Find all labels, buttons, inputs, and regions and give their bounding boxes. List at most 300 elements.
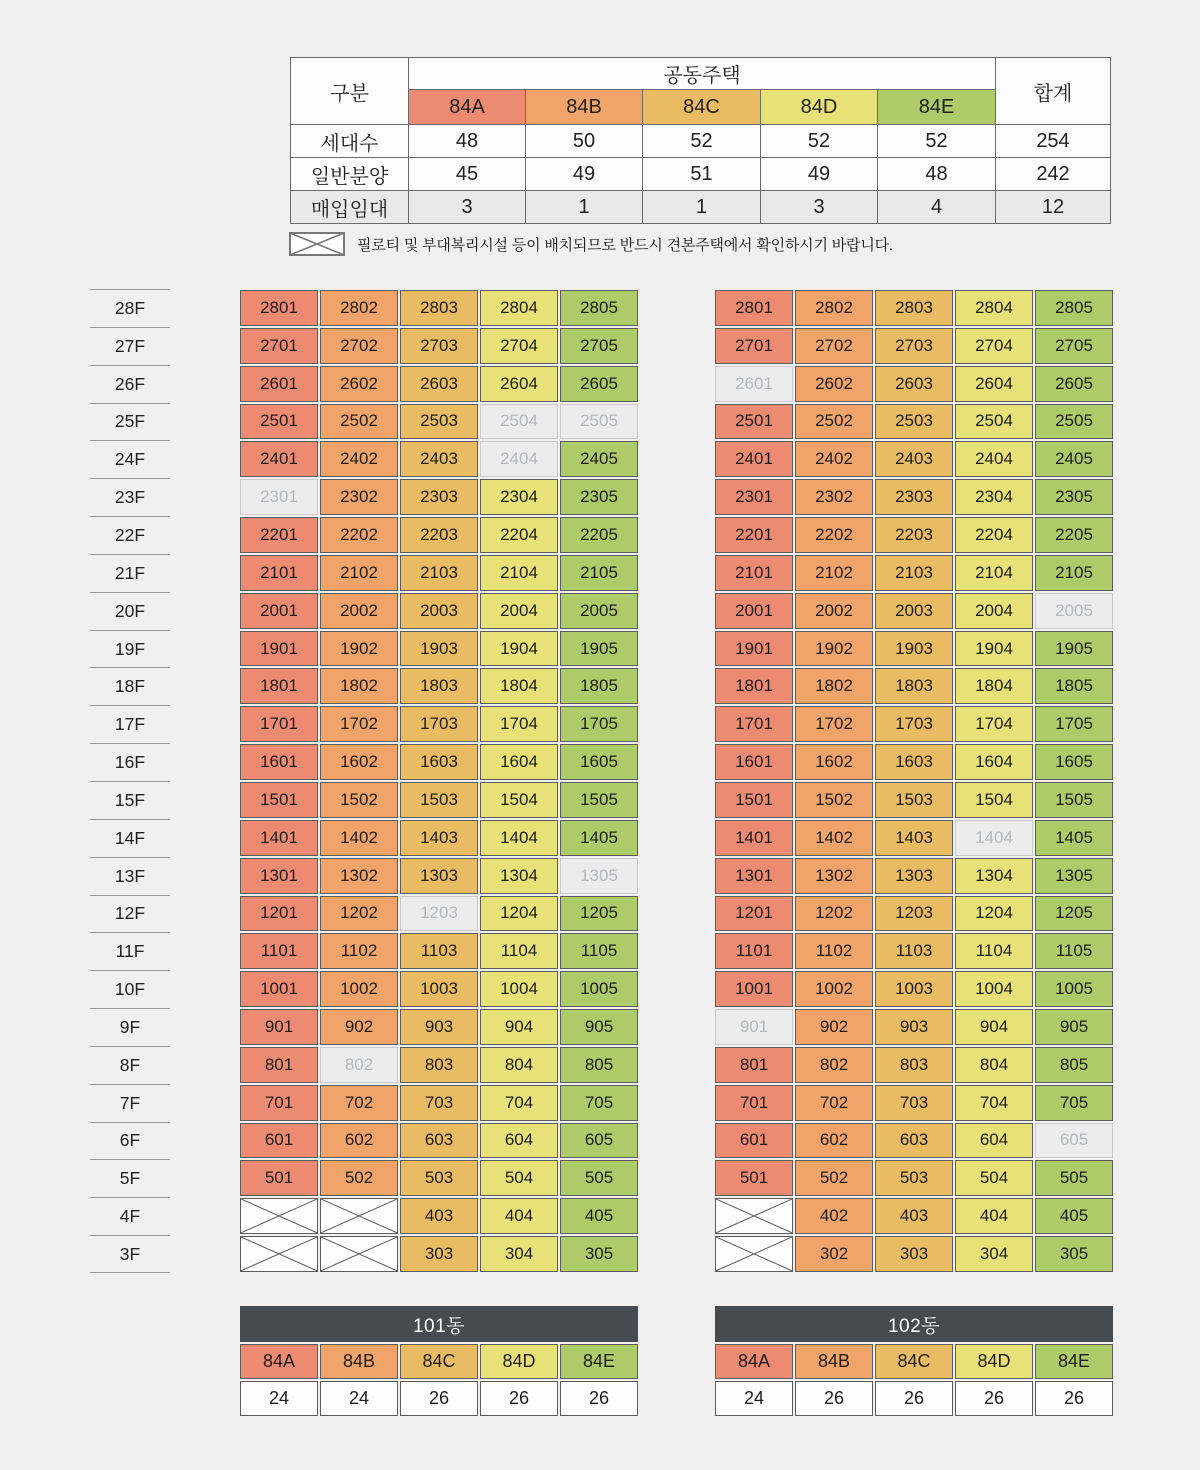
unit-1804[interactable]: 1804 xyxy=(480,668,558,704)
unit-704[interactable]: 704 xyxy=(480,1085,558,1121)
unit-1302[interactable]: 1302 xyxy=(320,858,398,894)
unit-2705[interactable]: 2705 xyxy=(1035,328,1113,364)
unit-1201[interactable]: 1201 xyxy=(715,896,793,932)
footer-type-84C: 84C xyxy=(400,1344,478,1379)
unit-2405[interactable]: 2405 xyxy=(1035,441,1113,477)
footer-count-84E: 26 xyxy=(560,1381,638,1416)
unit-2004[interactable]: 2004 xyxy=(955,593,1033,629)
unit-1103[interactable]: 1103 xyxy=(875,933,953,969)
unit-1902[interactable]: 1902 xyxy=(320,631,398,667)
unit-2401[interactable]: 2401 xyxy=(715,441,793,477)
unit-1002[interactable]: 1002 xyxy=(795,971,873,1007)
unit-905[interactable]: 905 xyxy=(1035,1009,1113,1045)
unit-2103[interactable]: 2103 xyxy=(400,555,478,591)
summary-value: 48 xyxy=(878,158,996,191)
unit-1502[interactable]: 1502 xyxy=(795,782,873,818)
unit-2704[interactable]: 2704 xyxy=(955,328,1033,364)
unit-2001[interactable]: 2001 xyxy=(240,593,318,629)
unit-2802[interactable]: 2802 xyxy=(320,290,398,326)
floor-label-3F: 3F xyxy=(90,1235,170,1273)
unit-1303[interactable]: 1303 xyxy=(400,858,478,894)
footer-count-84A: 24 xyxy=(240,1381,318,1416)
unit-1502[interactable]: 1502 xyxy=(320,782,398,818)
unit-404[interactable]: 404 xyxy=(480,1198,558,1234)
unit-1605[interactable]: 1605 xyxy=(1035,744,1113,780)
unit-1005[interactable]: 1005 xyxy=(1035,971,1113,1007)
unit-1004[interactable]: 1004 xyxy=(955,971,1033,1007)
note-text: 필로티 및 부대복리시설 등이 배치되므로 반드시 견본주택에서 확인하시기 바랍니다. xyxy=(357,236,893,254)
unit-1901[interactable]: 1901 xyxy=(240,631,318,667)
unit-1902[interactable]: 1902 xyxy=(795,631,873,667)
unit-1504[interactable]: 1504 xyxy=(955,782,1033,818)
unit-2102[interactable]: 2102 xyxy=(320,555,398,591)
unit-402[interactable]: 402 xyxy=(795,1198,873,1234)
unit-1205[interactable]: 1205 xyxy=(560,896,638,932)
footer-count-84B: 24 xyxy=(320,1381,398,1416)
unit-1604[interactable]: 1604 xyxy=(955,744,1033,780)
unit-303[interactable]: 303 xyxy=(875,1236,953,1272)
unit-2305[interactable]: 2305 xyxy=(1035,479,1113,515)
unit-304[interactable]: 304 xyxy=(480,1236,558,1272)
unit-1202[interactable]: 1202 xyxy=(795,896,873,932)
summary-total: 254 xyxy=(996,125,1111,158)
unit-505[interactable]: 505 xyxy=(560,1160,638,1196)
unit-2304[interactable]: 2304 xyxy=(480,479,558,515)
unit-1904[interactable]: 1904 xyxy=(480,631,558,667)
unit-2002[interactable]: 2002 xyxy=(320,593,398,629)
unit-2203[interactable]: 2203 xyxy=(875,517,953,553)
unit-1401[interactable]: 1401 xyxy=(240,820,318,856)
footer-type-row xyxy=(240,1344,638,1379)
unit-1704[interactable]: 1704 xyxy=(480,706,558,742)
unit-1003[interactable]: 1003 xyxy=(400,971,478,1007)
unit-2804[interactable]: 2804 xyxy=(480,290,558,326)
unit-1403[interactable]: 1403 xyxy=(400,820,478,856)
unit-1202[interactable]: 1202 xyxy=(320,896,398,932)
unit-1104[interactable]: 1104 xyxy=(480,933,558,969)
unit-1402[interactable]: 1402 xyxy=(795,820,873,856)
unit-603[interactable]: 603 xyxy=(875,1123,953,1159)
unit-2404[interactable]: 2404 xyxy=(955,441,1033,477)
unit-2405[interactable]: 2405 xyxy=(560,441,638,477)
unit-2702[interactable]: 2702 xyxy=(795,328,873,364)
unit-2502[interactable]: 2502 xyxy=(795,404,873,440)
unit-1705[interactable]: 1705 xyxy=(1035,706,1113,742)
unit-2801[interactable]: 2801 xyxy=(240,290,318,326)
unit-904[interactable]: 904 xyxy=(480,1009,558,1045)
unit-1905[interactable]: 1905 xyxy=(560,631,638,667)
floor-label-17F: 17F xyxy=(90,705,170,743)
unit-2504: 2504 xyxy=(480,404,558,440)
summary-total-header: 합계 xyxy=(996,58,1111,125)
floor-label-13F: 13F xyxy=(90,857,170,895)
unit-2205[interactable]: 2205 xyxy=(1035,517,1113,553)
unit-1801[interactable]: 1801 xyxy=(715,668,793,704)
unit-504[interactable]: 504 xyxy=(955,1160,1033,1196)
footer-count-84D: 26 xyxy=(480,1381,558,1416)
unit-1803[interactable]: 1803 xyxy=(400,668,478,704)
unit-1403[interactable]: 1403 xyxy=(875,820,953,856)
unit-2601[interactable]: 2601 xyxy=(240,366,318,402)
unit-1402[interactable]: 1402 xyxy=(320,820,398,856)
unit-2605[interactable]: 2605 xyxy=(1035,366,1113,402)
unit-1503[interactable]: 1503 xyxy=(875,782,953,818)
unit-2802[interactable]: 2802 xyxy=(795,290,873,326)
unit-802: 802 xyxy=(320,1047,398,1083)
unit-1603[interactable]: 1603 xyxy=(875,744,953,780)
unit-405[interactable]: 405 xyxy=(560,1198,638,1234)
unit-503[interactable]: 503 xyxy=(875,1160,953,1196)
unit-1805[interactable]: 1805 xyxy=(560,668,638,704)
unit-1305: 1305 xyxy=(560,858,638,894)
unit-1605[interactable]: 1605 xyxy=(560,744,638,780)
unit-601[interactable]: 601 xyxy=(240,1123,318,1159)
summary-value: 52 xyxy=(761,125,878,158)
unit-505[interactable]: 505 xyxy=(1035,1160,1113,1196)
unit-1105[interactable]: 1105 xyxy=(560,933,638,969)
summary-value: 4 xyxy=(878,191,996,224)
unit-1705[interactable]: 1705 xyxy=(560,706,638,742)
unit-1101[interactable]: 1101 xyxy=(240,933,318,969)
unit-1804[interactable]: 1804 xyxy=(955,668,1033,704)
unit-2001[interactable]: 2001 xyxy=(715,593,793,629)
unit-1405[interactable]: 1405 xyxy=(1035,820,1113,856)
unit-2104[interactable]: 2104 xyxy=(955,555,1033,591)
unit-705[interactable]: 705 xyxy=(1035,1085,1113,1121)
summary-type-84D: 84D xyxy=(761,90,878,125)
unit-2003[interactable]: 2003 xyxy=(875,593,953,629)
unit-1405[interactable]: 1405 xyxy=(560,820,638,856)
unit-302[interactable]: 302 xyxy=(795,1236,873,1272)
summary-value: 48 xyxy=(409,125,526,158)
summary-value: 3 xyxy=(761,191,878,224)
summary-value: 50 xyxy=(526,125,643,158)
unit-1301[interactable]: 1301 xyxy=(240,858,318,894)
unit-1701[interactable]: 1701 xyxy=(240,706,318,742)
unit-2301: 2301 xyxy=(240,479,318,515)
unit-1602[interactable]: 1602 xyxy=(795,744,873,780)
unit-1004[interactable]: 1004 xyxy=(480,971,558,1007)
unit-804[interactable]: 804 xyxy=(955,1047,1033,1083)
unit-1702[interactable]: 1702 xyxy=(320,706,398,742)
unit-2501[interactable]: 2501 xyxy=(240,404,318,440)
unit-2605[interactable]: 2605 xyxy=(560,366,638,402)
unit-1604[interactable]: 1604 xyxy=(480,744,558,780)
unit-2602[interactable]: 2602 xyxy=(320,366,398,402)
unit-2105[interactable]: 2105 xyxy=(560,555,638,591)
unit-805[interactable]: 805 xyxy=(1035,1047,1113,1083)
pilotis-cell xyxy=(240,1236,318,1272)
unit-1802[interactable]: 1802 xyxy=(795,668,873,704)
unit-504[interactable]: 504 xyxy=(480,1160,558,1196)
summary-value: 45 xyxy=(409,158,526,191)
unit-2701[interactable]: 2701 xyxy=(240,328,318,364)
unit-403[interactable]: 403 xyxy=(400,1198,478,1234)
unit-2603[interactable]: 2603 xyxy=(875,366,953,402)
unit-1501[interactable]: 1501 xyxy=(240,782,318,818)
unit-801[interactable]: 801 xyxy=(715,1047,793,1083)
unit-501[interactable]: 501 xyxy=(715,1160,793,1196)
footer-count-84A: 24 xyxy=(715,1381,793,1416)
unit-905[interactable]: 905 xyxy=(560,1009,638,1045)
unit-904[interactable]: 904 xyxy=(955,1009,1033,1045)
unit-1505[interactable]: 1505 xyxy=(560,782,638,818)
unit-2301[interactable]: 2301 xyxy=(715,479,793,515)
footer-type-84E: 84E xyxy=(1035,1344,1113,1379)
unit-2003[interactable]: 2003 xyxy=(400,593,478,629)
unit-604[interactable]: 604 xyxy=(955,1123,1033,1159)
floor-label-22F: 22F xyxy=(90,516,170,554)
unit-1002[interactable]: 1002 xyxy=(320,971,398,1007)
unit-2703[interactable]: 2703 xyxy=(875,328,953,364)
unit-503[interactable]: 503 xyxy=(400,1160,478,1196)
unit-1003[interactable]: 1003 xyxy=(875,971,953,1007)
unit-1204[interactable]: 1204 xyxy=(480,896,558,932)
unit-1903[interactable]: 1903 xyxy=(400,631,478,667)
summary-row-label: 세대수 xyxy=(291,125,409,158)
summary-total: 12 xyxy=(996,191,1111,224)
unit-701[interactable]: 701 xyxy=(715,1085,793,1121)
pilotis-cell xyxy=(240,1198,318,1234)
floor-label-26F: 26F xyxy=(90,365,170,403)
unit-1203: 1203 xyxy=(400,896,478,932)
floor-label-14F: 14F xyxy=(90,819,170,857)
unit-2505[interactable]: 2505 xyxy=(1035,404,1113,440)
unit-2705[interactable]: 2705 xyxy=(560,328,638,364)
floor-label-15F: 15F xyxy=(90,781,170,819)
unit-2701[interactable]: 2701 xyxy=(715,328,793,364)
unit-604[interactable]: 604 xyxy=(480,1123,558,1159)
footer-type-84D: 84D xyxy=(955,1344,1033,1379)
unit-1802[interactable]: 1802 xyxy=(320,668,398,704)
unit-2403[interactable]: 2403 xyxy=(400,441,478,477)
unit-2404: 2404 xyxy=(480,441,558,477)
unit-2401[interactable]: 2401 xyxy=(240,441,318,477)
unit-404[interactable]: 404 xyxy=(955,1198,1033,1234)
unit-2005[interactable]: 2005 xyxy=(560,593,638,629)
unit-903[interactable]: 903 xyxy=(875,1009,953,1045)
unit-802[interactable]: 802 xyxy=(795,1047,873,1083)
unit-1504[interactable]: 1504 xyxy=(480,782,558,818)
unit-2801[interactable]: 2801 xyxy=(715,290,793,326)
unit-2302[interactable]: 2302 xyxy=(795,479,873,515)
unit-405[interactable]: 405 xyxy=(1035,1198,1113,1234)
unit-2503[interactable]: 2503 xyxy=(875,404,953,440)
unit-1905[interactable]: 1905 xyxy=(1035,631,1113,667)
unit-1703[interactable]: 1703 xyxy=(875,706,953,742)
unit-502[interactable]: 502 xyxy=(320,1160,398,1196)
unit-902[interactable]: 902 xyxy=(320,1009,398,1045)
unit-2204[interactable]: 2204 xyxy=(480,517,558,553)
unit-1704[interactable]: 1704 xyxy=(955,706,1033,742)
unit-2803[interactable]: 2803 xyxy=(400,290,478,326)
unit-2304[interactable]: 2304 xyxy=(955,479,1033,515)
summary-row-label: 일반분양 xyxy=(291,158,409,191)
unit-501[interactable]: 501 xyxy=(240,1160,318,1196)
unit-2204[interactable]: 2204 xyxy=(955,517,1033,553)
unit-2205[interactable]: 2205 xyxy=(560,517,638,553)
building-name-bar: 102동 xyxy=(715,1306,1113,1342)
unit-705[interactable]: 705 xyxy=(560,1085,638,1121)
unit-2602[interactable]: 2602 xyxy=(795,366,873,402)
unit-803[interactable]: 803 xyxy=(400,1047,478,1083)
unit-403[interactable]: 403 xyxy=(875,1198,953,1234)
floor-label-28F: 28F xyxy=(90,289,170,327)
unit-2503[interactable]: 2503 xyxy=(400,404,478,440)
unit-902[interactable]: 902 xyxy=(795,1009,873,1045)
unit-702[interactable]: 702 xyxy=(795,1085,873,1121)
unit-703[interactable]: 703 xyxy=(875,1085,953,1121)
unit-2703[interactable]: 2703 xyxy=(400,328,478,364)
floor-label-21F: 21F xyxy=(90,554,170,592)
unit-303[interactable]: 303 xyxy=(400,1236,478,1272)
floor-label-10F: 10F xyxy=(90,970,170,1008)
unit-1102[interactable]: 1102 xyxy=(320,933,398,969)
floor-label-column xyxy=(90,289,170,1273)
unit-601[interactable]: 601 xyxy=(715,1123,793,1159)
unit-1005[interactable]: 1005 xyxy=(560,971,638,1007)
unit-2603[interactable]: 2603 xyxy=(400,366,478,402)
unit-1201[interactable]: 1201 xyxy=(240,896,318,932)
unit-305[interactable]: 305 xyxy=(1035,1236,1113,1272)
unit-2105[interactable]: 2105 xyxy=(1035,555,1113,591)
unit-1102[interactable]: 1102 xyxy=(795,933,873,969)
unit-1205[interactable]: 1205 xyxy=(1035,896,1113,932)
unit-801[interactable]: 801 xyxy=(240,1047,318,1083)
unit-2604[interactable]: 2604 xyxy=(955,366,1033,402)
unit-2505: 2505 xyxy=(560,404,638,440)
unit-1304[interactable]: 1304 xyxy=(480,858,558,894)
unit-1503[interactable]: 1503 xyxy=(400,782,478,818)
summary-value: 3 xyxy=(409,191,526,224)
unit-903[interactable]: 903 xyxy=(400,1009,478,1045)
unit-804[interactable]: 804 xyxy=(480,1047,558,1083)
unit-2501[interactable]: 2501 xyxy=(715,404,793,440)
unit-2002[interactable]: 2002 xyxy=(795,593,873,629)
unit-2704[interactable]: 2704 xyxy=(480,328,558,364)
unit-803[interactable]: 803 xyxy=(875,1047,953,1083)
unit-1703[interactable]: 1703 xyxy=(400,706,478,742)
unit-2201[interactable]: 2201 xyxy=(715,517,793,553)
unit-2502[interactable]: 2502 xyxy=(320,404,398,440)
unit-1203[interactable]: 1203 xyxy=(875,896,953,932)
unit-1501[interactable]: 1501 xyxy=(715,782,793,818)
unit-1001[interactable]: 1001 xyxy=(240,971,318,1007)
floor-label-5F: 5F xyxy=(90,1159,170,1197)
unit-901: 901 xyxy=(715,1009,793,1045)
summary-type-84B: 84B xyxy=(526,90,643,125)
footer-type-84D: 84D xyxy=(480,1344,558,1379)
unit-2103[interactable]: 2103 xyxy=(875,555,953,591)
unit-901[interactable]: 901 xyxy=(240,1009,318,1045)
summary-type-84A: 84A xyxy=(409,90,526,125)
unit-2004[interactable]: 2004 xyxy=(480,593,558,629)
unit-1702[interactable]: 1702 xyxy=(795,706,873,742)
unit-1904[interactable]: 1904 xyxy=(955,631,1033,667)
unit-1603[interactable]: 1603 xyxy=(400,744,478,780)
unit-2101[interactable]: 2101 xyxy=(240,555,318,591)
unit-1404[interactable]: 1404 xyxy=(480,820,558,856)
unit-2202[interactable]: 2202 xyxy=(320,517,398,553)
unit-2604[interactable]: 2604 xyxy=(480,366,558,402)
unit-1701[interactable]: 1701 xyxy=(715,706,793,742)
unit-1305[interactable]: 1305 xyxy=(1035,858,1113,894)
unit-702[interactable]: 702 xyxy=(320,1085,398,1121)
unit-1801[interactable]: 1801 xyxy=(240,668,318,704)
unit-2805[interactable]: 2805 xyxy=(1035,290,1113,326)
unit-1103[interactable]: 1103 xyxy=(400,933,478,969)
unit-602[interactable]: 602 xyxy=(320,1123,398,1159)
unit-1301[interactable]: 1301 xyxy=(715,858,793,894)
unit-1901[interactable]: 1901 xyxy=(715,631,793,667)
unit-304[interactable]: 304 xyxy=(955,1236,1033,1272)
unit-502[interactable]: 502 xyxy=(795,1160,873,1196)
unit-805[interactable]: 805 xyxy=(560,1047,638,1083)
unit-603[interactable]: 603 xyxy=(400,1123,478,1159)
unit-2203[interactable]: 2203 xyxy=(400,517,478,553)
unit-2302[interactable]: 2302 xyxy=(320,479,398,515)
pilotis-cell xyxy=(715,1236,793,1272)
unit-1101[interactable]: 1101 xyxy=(715,933,793,969)
unit-602[interactable]: 602 xyxy=(795,1123,873,1159)
floor-label-11F: 11F xyxy=(90,932,170,970)
unit-1105[interactable]: 1105 xyxy=(1035,933,1113,969)
unit-2104[interactable]: 2104 xyxy=(480,555,558,591)
unit-1204[interactable]: 1204 xyxy=(955,896,1033,932)
unit-2303[interactable]: 2303 xyxy=(400,479,478,515)
unit-1304[interactable]: 1304 xyxy=(955,858,1033,894)
footer-type-row xyxy=(715,1344,1113,1379)
unit-701[interactable]: 701 xyxy=(240,1085,318,1121)
unit-2303[interactable]: 2303 xyxy=(875,479,953,515)
unit-1505[interactable]: 1505 xyxy=(1035,782,1113,818)
floor-label-6F: 6F xyxy=(90,1122,170,1160)
summary-row-label: 매입임대 xyxy=(291,191,409,224)
unit-2403[interactable]: 2403 xyxy=(875,441,953,477)
unit-703[interactable]: 703 xyxy=(400,1085,478,1121)
unit-2402[interactable]: 2402 xyxy=(320,441,398,477)
unit-1805[interactable]: 1805 xyxy=(1035,668,1113,704)
unit-1903[interactable]: 1903 xyxy=(875,631,953,667)
footer-count-row xyxy=(240,1381,638,1416)
floor-label-25F: 25F xyxy=(90,403,170,441)
unit-1401[interactable]: 1401 xyxy=(715,820,793,856)
unit-605[interactable]: 605 xyxy=(560,1123,638,1159)
unit-2804[interactable]: 2804 xyxy=(955,290,1033,326)
unit-2504[interactable]: 2504 xyxy=(955,404,1033,440)
unit-2201[interactable]: 2201 xyxy=(240,517,318,553)
unit-1803[interactable]: 1803 xyxy=(875,668,953,704)
unit-2402[interactable]: 2402 xyxy=(795,441,873,477)
unit-1001[interactable]: 1001 xyxy=(715,971,793,1007)
summary-value: 1 xyxy=(526,191,643,224)
unit-2803[interactable]: 2803 xyxy=(875,290,953,326)
unit-1303[interactable]: 1303 xyxy=(875,858,953,894)
unit-1104[interactable]: 1104 xyxy=(955,933,1033,969)
unit-1601[interactable]: 1601 xyxy=(240,744,318,780)
unit-2702[interactable]: 2702 xyxy=(320,328,398,364)
unit-1601[interactable]: 1601 xyxy=(715,744,793,780)
unit-2202[interactable]: 2202 xyxy=(795,517,873,553)
unit-1602[interactable]: 1602 xyxy=(320,744,398,780)
unit-2805[interactable]: 2805 xyxy=(560,290,638,326)
unit-2102[interactable]: 2102 xyxy=(795,555,873,591)
unit-305[interactable]: 305 xyxy=(560,1236,638,1272)
unit-2305[interactable]: 2305 xyxy=(560,479,638,515)
unit-704[interactable]: 704 xyxy=(955,1085,1033,1121)
unit-2101[interactable]: 2101 xyxy=(715,555,793,591)
unit-1302[interactable]: 1302 xyxy=(795,858,873,894)
